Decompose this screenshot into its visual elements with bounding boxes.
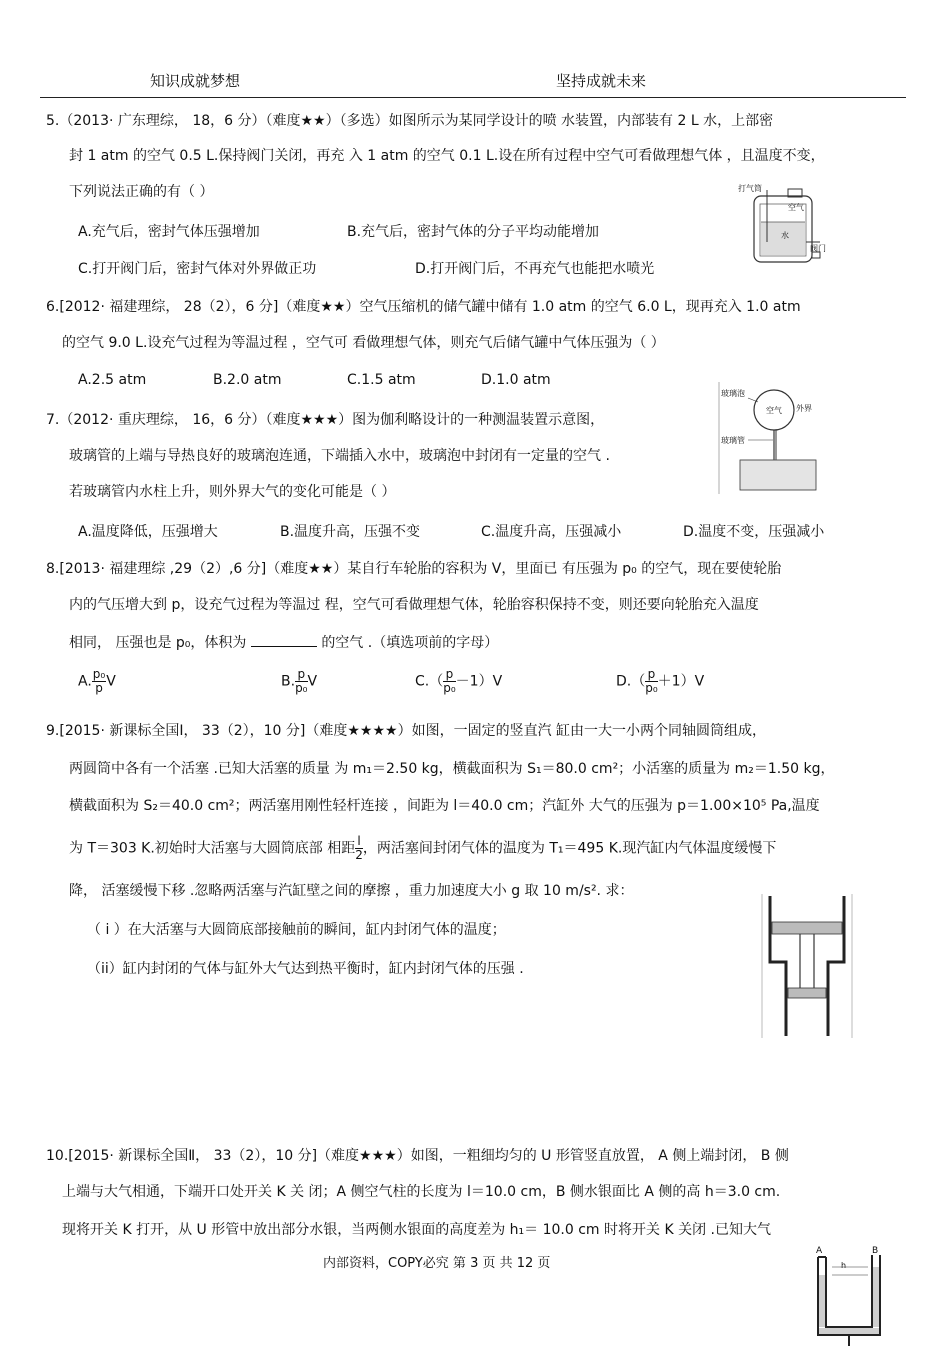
q9-line2: 两圆筒中各有一个活塞 .已知大活塞的质量 为 m₁＝2.50 kg，横截面积为 S₁＝80.0 cm²；小活塞的质量为 m₂＝1.50 kg， [69, 761, 835, 777]
q7-line1: 7.（2012· 重庆理综， 16，6 分）（难度★★★）图为伽利略设计的一种测温装置示意图， [46, 412, 605, 428]
q10-line3: 现将开关 K 打开，从 U 形管中放出部分水银，当两侧水银面的高度差为 h₁＝ 10.0 cm 时将开关 K 关闭 .已知大气 [62, 1222, 772, 1238]
q7-fig-label-outside: 外界 [796, 404, 812, 413]
q5-fig-label-air: 空气 [788, 203, 804, 212]
q10-fig-label-h: h [841, 1261, 847, 1270]
q5-option-c: C.打开阀门后，密封气体对外界做正功 [78, 261, 317, 277]
q8-line3 [69, 632, 498, 652]
q8-line3-start: 相同， 压强也是 p₀，体积为 [69, 635, 247, 651]
header-rule [40, 97, 906, 98]
q8-answer-blank [251, 634, 317, 647]
q9-line1: 9.[2015· 新课标全国Ⅰ， 33（2），10 分]（难度★★★★）如图，一固定的竖直汽 缸由一大一小两个同轴圆筒组成， [46, 723, 767, 739]
q8-line3-end: 的空气 .（填选项前的字母） [321, 635, 499, 651]
q5-option-d: D.打开阀门后，不再充气也能把水喷光 [415, 261, 655, 277]
q8-option-d: D.（ $\frac{p}{\text{p₀}}$ ＋1）V [616, 667, 705, 695]
q8-option-c: C.（ $\frac{p}{\text{p₀}}$ －1）V [415, 667, 503, 695]
q6-option-b: B.2.0 atm [213, 372, 282, 388]
q9-part1: （ i ）在大活塞与大圆筒底部接触前的瞬间，缸内封闭气体的温度； [87, 922, 506, 938]
q7-fig-label-air: 空气 [766, 406, 782, 415]
q5-line2: 封 1 atm 的空气 0.5 L.保持阀门关闭，再充 入 1 atm 的空气 0.1 L.设在所有过程中空气可看做理想气体 ，且温度不变， [69, 148, 825, 164]
q10-fig-label-a: A [816, 1246, 823, 1256]
q6-option-a: A.2.5 atm [78, 372, 147, 388]
q10-line1: 10.[2015· 新课标全国Ⅱ， 33（2），10 分]（难度★★★）如图，一粗细均匀的 U 形管竖直放置， A 侧上端封闭， B 侧 [46, 1148, 789, 1164]
q7-figure-thermoscope [718, 382, 824, 494]
q5-figure-spray-device [736, 182, 828, 268]
q8-option-b: B. $\frac{p}{\text{p₀}}$ V [281, 667, 318, 695]
q5-option-a: A.充气后，密封气体压强增加 [78, 224, 260, 240]
q6-option-c: C.1.5 atm [347, 372, 416, 388]
q7-fig-label-tube: 玻璃管 [721, 436, 745, 445]
q5-fig-label-water: 水 [781, 231, 789, 240]
q9-line5: 降， 活塞缓慢下移 .忽略两活塞与汽缸壁之间的摩擦 ，重力加速度大小 g 取 10 m/s². 求： [69, 883, 634, 899]
page-footer: 内部资料，COPY必究 第 3 页 共 12 页 [323, 1256, 551, 1271]
q7-option-d: D.温度不变，压强减小 [683, 524, 825, 540]
q6-option-d: D.1.0 atm [481, 372, 551, 388]
q7-option-b: B.温度升高，压强不变 [280, 524, 421, 540]
q10-figure-u-tube [812, 1243, 886, 1346]
q5-line1: 5.（2013· 广东理综， 18，6 分）（难度★★）（多选）如图所示为某同学设计的喷 水装置，内部装有 2 L 水，上部密 [46, 113, 774, 129]
q10-fig-label-b: B [872, 1246, 879, 1256]
q6-line1: 6.[2012· 福建理综， 28（2），6 分]（难度★★）空气压缩机的储气罐中储有 1.0 atm 的空气 6.0 L，现再充入 1.0 atm [46, 299, 801, 315]
q8-line2: 内的气压增大到 p，设充气过程为等温过 程，空气可看做理想气体，轮胎容积保持不变，则还要向轮胎充入温度 [69, 597, 759, 613]
q7-line3: 若玻璃管内水柱上升，则外界大气的变化可能是（ ） [69, 484, 396, 500]
q5-line3: 下列说法正确的有（ ） [69, 184, 214, 200]
q5-fig-label-valve: 阀门 [810, 244, 826, 253]
header-left: 知识成就梦想 [150, 72, 241, 90]
q8-option-a: A. $\frac{\text{p₀}}{p}$ V [78, 667, 116, 695]
q9-line3: 横截面积为 S₂＝40.0 cm²；两活塞用刚性轻杆连接 ，间距为 l＝40.0 cm；汽缸外 大气的压强为 p＝1.00×10⁵ Pa,温度 [69, 798, 820, 814]
q9-figure-cylinder [760, 892, 854, 1038]
q7-option-a: A.温度降低，压强增大 [78, 524, 218, 540]
q6-line2: 的空气 9.0 L.设充气过程为等温过程 ，空气可 看做理想气体，则充气后储气罐中气体压强为（ ） [62, 335, 665, 351]
header-right: 坚持成就未来 [556, 72, 647, 90]
q7-line2: 玻璃管的上端与导热良好的玻璃泡连通，下端插入水中，玻璃泡中封闭有一定量的空气 . [69, 448, 610, 464]
q9-line4: 为 T＝303 K.初始时大活塞与大圆筒底部 相距 $\frac{l}{2}$ ，两活塞间封闭气体的温度为 T₁＝495 K.现汽缸内气体温度缓慢下 [69, 834, 777, 862]
q8-line1: 8.[2013· 福建理综 ,29（2）,6 分]（难度★★）某自行车轮胎的容积为 V，里面已 有压强为 p₀ 的空气，现在要使轮胎 [46, 561, 782, 577]
q9-part2: （ii）缸内封闭的气体与缸外大气达到热平衡时，缸内封闭气体的压强 . [87, 961, 524, 977]
q5-fig-label-pump: 打气筒 [738, 184, 762, 193]
q10-line2: 上端与大气相通，下端开口处开关 K 关 闭；A 侧空气柱的长度为 l＝10.0 cm，B 侧水银面比 A 侧的高 h＝3.0 cm. [62, 1184, 781, 1200]
q7-option-c: C.温度升高，压强减小 [481, 524, 622, 540]
q7-fig-label-bulb: 玻璃泡 [721, 389, 745, 398]
q5-option-b: B.充气后，密封气体的分子平均动能增加 [347, 224, 600, 240]
